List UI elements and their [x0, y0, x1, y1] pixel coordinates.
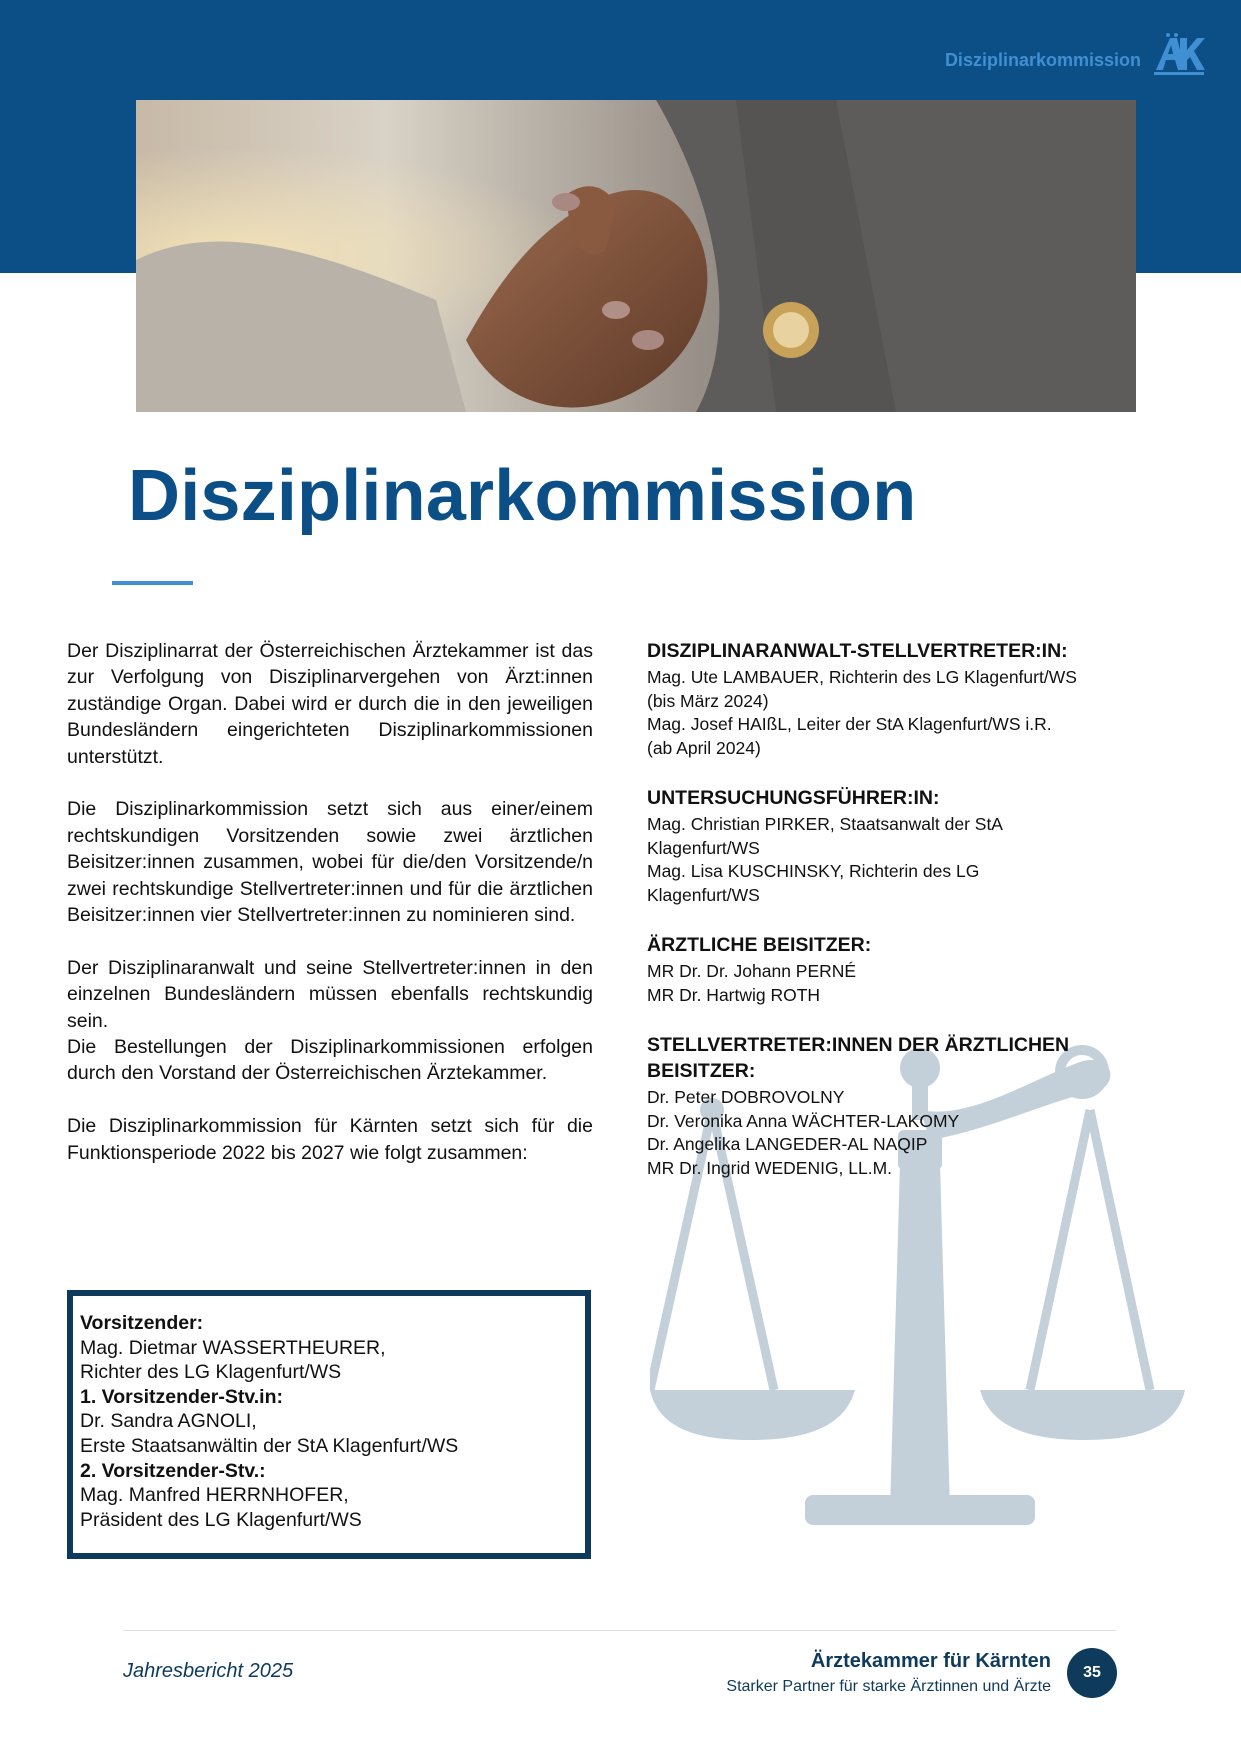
member-line: MR Dr. Ingrid WEDENIG, LL.M. [647, 1157, 893, 1178]
member-line: Mag. Lisa KUSCHINSKY, Richterin des LG [647, 861, 980, 881]
medical-assessors-heading: ÄRZTLICHE BEISITZER: [647, 934, 872, 956]
member-line: Klagenfurt/WS [647, 837, 760, 858]
member-line: Dr. Angelika LANGEDER-AL NAQIP [647, 1134, 928, 1154]
intro-text [67, 638, 593, 1192]
intro-paragraph-1: Der Disziplinarrat der Österreichischen Ärztekammer ist das zur Verfolgung von Disziplinarvergehen von Ärzt:innen zuständige Organ. Dabei wird er durch die in den jeweiligen Bundesländern eingerichteten Disziplinarkommissionen unterstützt. [67, 640, 593, 768]
deputy1-role: Erste Staatsanwältin der StA Klagenfurt/WS [80, 1434, 459, 1457]
intro-paragraph-4: Die Bestellungen der Disziplinarkommissionen erfolgen durch den Vorstand der Österreichischen Ärztekammer. [67, 1036, 593, 1085]
clasped-hands-photo [136, 100, 1136, 412]
intro-paragraph-3: Der Disziplinaranwalt und seine Stellvertreter:innen in den einzelnen Bundesländern müssen ebenfalls rechtskundig sein. [67, 956, 593, 1032]
page-title: Disziplinarkommission [128, 456, 917, 536]
deputy-counsel-heading: DISZIPLINARANWALT-STELLVERTRETER:IN: [647, 640, 1068, 662]
member-line: MR Dr. Hartwig ROTH [647, 984, 821, 1005]
member-line: (bis März 2024) [647, 690, 769, 711]
commission-members [647, 638, 1147, 1205]
assessor-deputies-heading [647, 1032, 1147, 1084]
aek-logo-icon [1150, 32, 1206, 76]
member-line: Mag. Ute LAMBAUER, Richterin des LG Klagenfurt/WS [647, 667, 1077, 687]
heading-line: BEISITZER: [647, 1060, 756, 1082]
deputy1-name: Dr. Sandra AGNOLI, [80, 1410, 257, 1433]
heading-line: STELLVERTRETER:INNEN DER ÄRZTLICHEN [647, 1034, 1070, 1056]
section-investigators [647, 785, 1147, 907]
investigators-heading: UNTERSUCHUNGSFÜHRER:IN: [647, 787, 940, 809]
member-line: Dr. Peter DOBROVOLNY [647, 1087, 845, 1107]
footer-tagline: Starker Partner für starke Ärztinnen und Ärzte [726, 1678, 1051, 1695]
section-deputy-counsel [647, 638, 1147, 760]
member-line: Klagenfurt/WS [647, 884, 760, 905]
member-line: Dr. Veronika Anna WÄCHTER-LAKOMY [647, 1110, 960, 1131]
header-section-label: Disziplinarkommission [944, 50, 1141, 70]
chair-role: Richter des LG Klagenfurt/WS [80, 1361, 342, 1384]
footer-organization: Ärztekammer für Kärnten [810, 1650, 1051, 1672]
chair-box [67, 1290, 591, 1559]
page-number: 35 [1067, 1648, 1117, 1698]
intro-paragraph-5: Die Disziplinarkommission für Kärnten setzt sich für die Funktionsperiode 2022 bis 2027 wie folgt zusammen: [67, 1115, 593, 1164]
deputy2-name: Mag. Manfred HERRNHOFER, [80, 1484, 349, 1507]
footer-report-title: Jahresbericht 2025 [123, 1660, 294, 1682]
chair-heading: Vorsitzender: [80, 1312, 204, 1334]
intro-paragraph-2: Die Disziplinarkommission setzt sich aus einer/einem rechtskundigen Vorsitzenden sowie zwei ärztlichen Beisitzer:innen zusammen, wobei für die/den Vorsitzende/n zwei rechtskundige Stellvertreter:innen und für die ärztlichen Beisitzer:innen vier Stellvertreter:innen zu nominieren sind. [67, 798, 593, 927]
member-line: Mag. Josef HAIßL, Leiter der StA Klagenfurt/WS i.R. [647, 714, 1052, 734]
chair-name: Mag. Dietmar WASSERTHEURER, [80, 1336, 386, 1359]
title-underline [112, 581, 193, 585]
section-medical-assessors [647, 932, 1147, 1007]
footer-divider [123, 1630, 1116, 1631]
deputy2-role: Präsident des LG Klagenfurt/WS [80, 1508, 362, 1531]
deputy2-heading: 2. Vorsitzender-Stv.: [80, 1459, 266, 1482]
section-assessor-deputies [647, 1032, 1147, 1180]
deputy1-heading: 1. Vorsitzender-Stv.in: [80, 1385, 283, 1408]
member-line: MR Dr. Dr. Johann PERNÉ [647, 961, 857, 981]
member-line: (ab April 2024) [647, 737, 761, 758]
member-line: Mag. Christian PIRKER, Staatsanwalt der StA [647, 814, 1003, 834]
